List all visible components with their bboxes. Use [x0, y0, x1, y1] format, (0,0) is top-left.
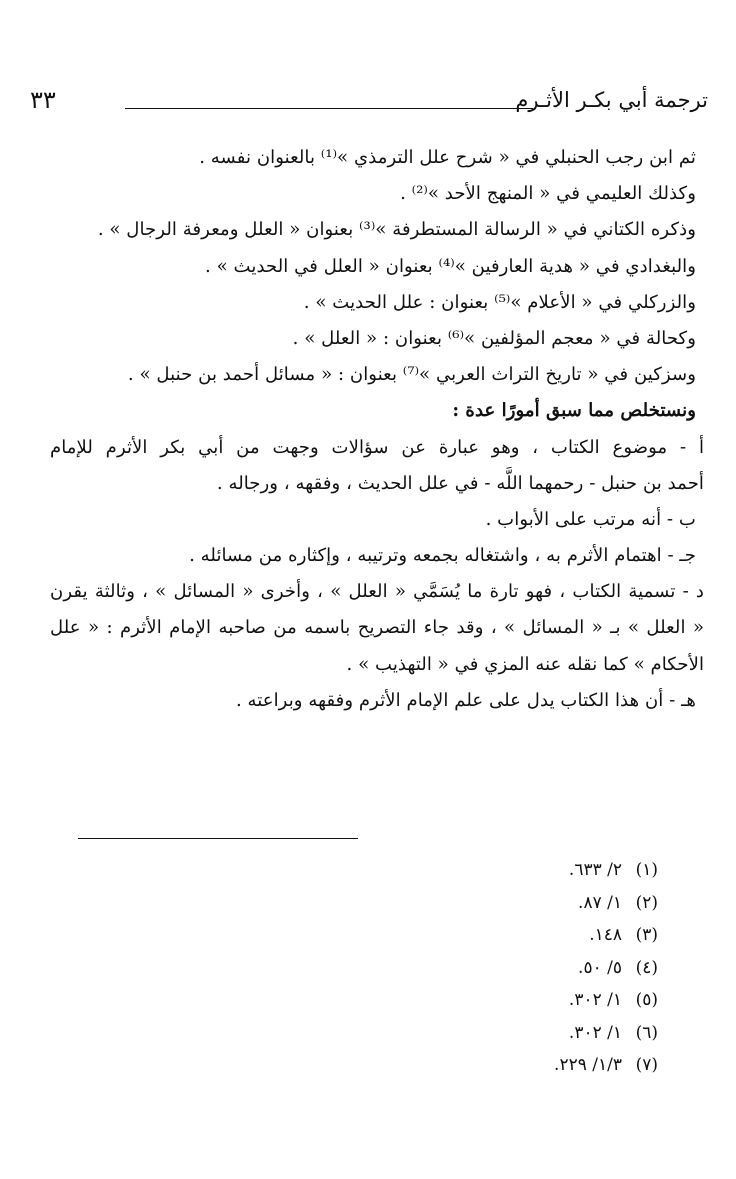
footnote [554, 1049, 658, 1082]
footnote-text: ١/٣/ ٢٢٩. [554, 1055, 622, 1075]
footnote-text: ١/ ٣٠٢. [568, 1022, 622, 1043]
footnote [554, 854, 658, 887]
footnote [554, 952, 658, 985]
text-line: والزركلي في « الأعلام »⁽⁵⁾ بعنوان : علل الحديث » . [303, 291, 696, 313]
text-line: ب - أنه مرتب على الأبواب . [485, 508, 696, 530]
text-line: وكذلك العليمي في « المنهج الأحد »⁽²⁾ . [400, 183, 696, 205]
footnote-number: (٢) [635, 892, 658, 913]
page-header [30, 86, 708, 126]
page-number: ٣٣ [30, 86, 56, 114]
footnotes [554, 854, 658, 1082]
footnote-text: ١/ ٨٧. [578, 892, 622, 913]
text-line: د - تسمية الكتاب ، فهو تارة ما يُسَمَّي « العلل » ، وأخرى « المسائل » ، وثالثة يقرن [50, 581, 704, 603]
footnote-number: (٧) [635, 1055, 658, 1075]
text-line: « العلل » بـ « المسائل » ، وقد جاء التصريح باسمه من صاحبه الإمام الأثرم : « علل [50, 617, 704, 639]
text-line: أحمد بن حنبل - رحمهما اللَّه - في علل الحديث ، وفقهه ، ورجاله . [216, 472, 704, 494]
text-line: والبغدادي في « هدية العارفين »⁽⁴⁾ بعنوان « العلل في الحديث » . [205, 255, 696, 277]
text-line: أ - موضوع الكتاب ، وهو عبارة عن سؤالات وجهت من أبي بكر الأثرم للإمام [50, 436, 704, 458]
text-line: وذكره الكتاني في « الرسالة المستطرفة »⁽³⁾ بعنوان « العلل ومعرفة الرجال » . [97, 219, 696, 241]
text-line: وكحالة في « معجم المؤلفين »⁽⁶⁾ بعنوان : « العلل » . [292, 327, 696, 349]
footnote-separator [78, 838, 358, 839]
footnote [554, 984, 658, 1017]
footnote [554, 919, 658, 952]
footnote-text: ٢/ ٦٣٣. [568, 860, 622, 880]
text-line: هـ - أن هذا الكتاب يدل على علم الإمام الأثرم وفقهه وبراعته . [235, 689, 696, 711]
footnote [554, 887, 658, 920]
footnote-text: ١/ ٣٠٢. [568, 990, 622, 1010]
main-text [50, 140, 704, 719]
text-line: ثم ابن رجب الحنبلي في « شرح علل الترمذي »⁽¹⁾ بالعنوان نفسه . [199, 147, 696, 168]
text-line: وسزكين في « تاريخ التراث العربي »⁽⁷⁾ بعنوان : « مسائل أحمد بن حنبل » . [127, 364, 696, 386]
running-title: ترجمة أبي بكـر الأثـرم [515, 88, 708, 112]
section-heading: ونستخلص مما سبق أمورًا عدة : [452, 400, 696, 422]
text-line: جـ - اهتمام الأثرم به ، واشتغاله بجمعه وترتيبه ، وإكثاره من مسائله . [189, 545, 696, 567]
footnote-number: (٥) [635, 990, 658, 1010]
text-line: الأحكام » كما نقله عنه المزي في « التهذيب » . [346, 653, 704, 675]
footnote-number: (١) [635, 860, 658, 880]
footnote-number: (٣) [635, 925, 658, 945]
footnote [554, 1017, 658, 1050]
footnote-number: (٦) [635, 1022, 658, 1043]
footnote-number: (٤) [635, 957, 658, 978]
footnote-text: ٥/ ٥٠. [578, 957, 622, 978]
footnote-text: ١٤٨. [589, 925, 622, 945]
header-rule [125, 108, 533, 109]
